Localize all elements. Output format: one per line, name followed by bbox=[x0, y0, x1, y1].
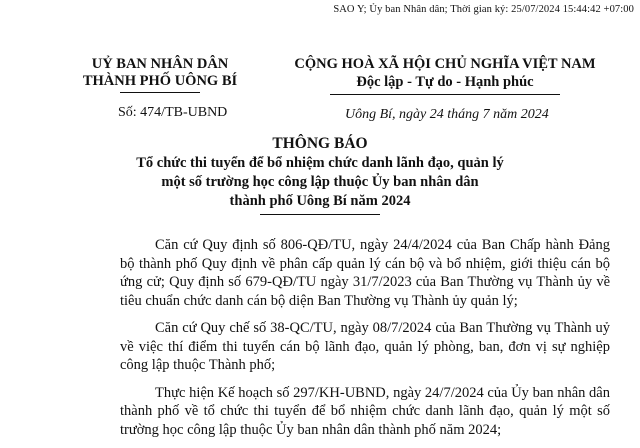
signature-stamp: SAO Y; Ủy ban Nhân dân; Thời gian ký: 25/07/2024 15:44:42 +07:00 bbox=[333, 4, 634, 15]
document-number: Số: 474/TB-UBND bbox=[118, 105, 228, 120]
paragraph-3: Thực hiện Kế hoạch số 297/KH-UBND, ngày 24/7/2024 của Ủy ban nhân dân thành phố về tổ chức thi tuyển để bổ nhiệm chức danh lãnh đạo, quản lý một số trường học công lập thuộc Ủy ban nhân dân thành phố năm 2024; bbox=[120, 384, 610, 438]
document-body bbox=[120, 236, 610, 448]
document-date: Uông Bí, ngày 24 tháng 7 năm 2024 bbox=[345, 107, 549, 122]
title-main: THÔNG BÁO bbox=[272, 135, 368, 152]
issuing-organization bbox=[60, 56, 260, 93]
title-sub-2: một số trường học công lập thuộc Ủy ban nhân dân bbox=[161, 174, 479, 190]
nation-underline bbox=[330, 94, 560, 95]
org-underline bbox=[120, 92, 200, 93]
org-line-2: THÀNH PHỐ UÔNG BÍ bbox=[82, 73, 238, 89]
document-title bbox=[0, 134, 640, 215]
national-motto bbox=[275, 56, 615, 95]
paragraph-1: Căn cứ Quy định số 806-QĐ/TU, ngày 24/4/2024 của Ban Chấp hành Đảng bộ thành phố Quy định về phân cấp quản lý cán bộ và bổ nhiệm, giới thiệu cán bộ ứng cử; Quy định số 679-QĐ/TU ngày 31/7/2023 của Ban Thường vụ Thành ủy về tiêu chuẩn chức danh cán bộ diện Ban Thường vụ Thành ủy quản lý; bbox=[120, 237, 610, 309]
title-underline bbox=[260, 214, 380, 215]
paragraph-2: Căn cứ Quy chế số 38-QC/TU, ngày 08/7/2024 của Ban Thường vụ Thành uỷ về việc thí điểm thi tuyển cán bộ lãnh đạo, quản lý phòng, ban, đơn vị sự nghiệp công lập thuộc Thành phố; bbox=[120, 320, 610, 373]
nation-line-2: Độc lập - Tự do - Hạnh phúc bbox=[356, 74, 534, 90]
nation-line-1: CỘNG HOÀ XÃ HỘI CHỦ NGHĨA VIỆT NAM bbox=[294, 56, 596, 72]
title-sub-3: thành phố Uông Bí năm 2024 bbox=[229, 193, 411, 209]
title-sub-1: Tổ chức thi tuyển để bổ nhiệm chức danh lãnh đạo, quản lý bbox=[136, 155, 504, 171]
org-line-1: UỶ BAN NHÂN DÂN bbox=[91, 56, 229, 72]
